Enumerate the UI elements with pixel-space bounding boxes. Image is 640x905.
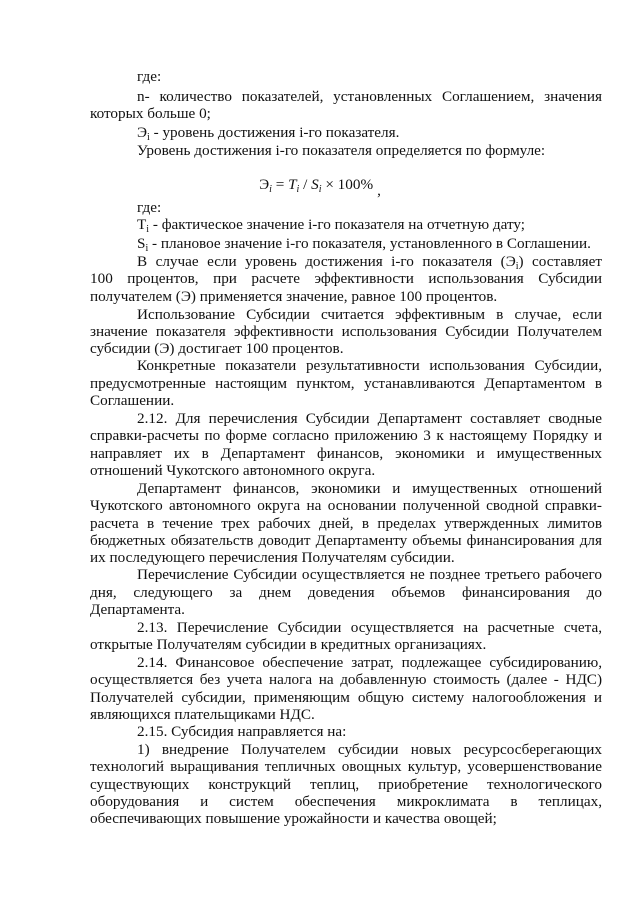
text-line: Уровень достижения i-го показателя определяется по формуле: [137, 142, 546, 159]
text-line: бюджетных обязательств доводит Департаменту объемы финансирования для [90, 532, 602, 549]
text-line: Конкретные показатели результативности использования Субсидии, [137, 357, 602, 374]
text-line: Соглашении. [90, 392, 175, 409]
text-line: $S_i$ - плановое значение i-го показателя, установленного в Соглашении. [137, 235, 591, 254]
text-line: их последующего перечисления Получателям субсидии. [90, 549, 455, 566]
text-line: являющихся плательщиками НДС. [90, 706, 315, 723]
text-line: расчета в течение трех рабочих дней, в пределах утвержденных лимитов [90, 515, 602, 532]
text-line: где: [137, 68, 162, 85]
text-line: Департамента. [90, 601, 185, 618]
text-line: 2.12. Для перечисления Субсидии Департамент составляет сводные [137, 410, 602, 427]
text-line: дня, следующего за днем доведения объемов финансирования до [90, 584, 602, 601]
text-line: Чукотского автономного округа на основании полученной сводной справки- [90, 497, 602, 514]
text-line: Департамент финансов, экономики и имущественных отношений [137, 480, 602, 497]
text-line: 1) внедрение Получателем субсидии новых ресурсосберегающих [137, 741, 602, 758]
text-line: $T_i$ - фактическое значение i-го показателя на отчетную дату; [137, 216, 526, 235]
text-line: существующих конструкций теплиц, приобретение технологического [90, 776, 602, 793]
text-line: справки-расчеты по форме согласно приложению 3 к настоящему Порядку и [90, 427, 602, 444]
text-line: 2.13. Перечисление Субсидии осуществляется на расчетные счета, [137, 619, 602, 636]
text-line: предусмотренные настоящим пунктом, устанавливаются Департаментом в [90, 375, 602, 392]
text-line: Получателей субсидии, применяющим общую систему налогообложения и [90, 689, 602, 706]
text-line: направляет их в Департамент финансов, экономики и имущественных [90, 445, 602, 462]
text-line: где: [137, 199, 162, 216]
formula: $Э_i = T_i / S_i \times 100\%$ , [259, 176, 381, 199]
text-line: В случае если уровень достижения i-го показателя $(Э_i)$ составляет [137, 253, 602, 270]
text-line: которых больше 0; [90, 105, 211, 122]
text-line: 2.15. Субсидия направляется на: [137, 723, 347, 740]
text-line: получателем (Э) применяется значение, равное 100 процентов. [90, 288, 498, 305]
text-line: открытые Получателям субсидии в кредитных организациях. [90, 636, 487, 653]
text-line: субсидии (Э) достигает 100 процентов. [90, 340, 344, 357]
text-line: значение показателя эффективности использования Субсидии Получателем [90, 323, 602, 340]
text-line: отношений Чукотского автономного округа. [90, 462, 376, 479]
text-line: Перечисление Субсидии осуществляется не позднее третьего рабочего [137, 566, 602, 583]
text-line: Использование Субсидии считается эффективным в случае, если [137, 306, 602, 323]
text-line: оборудования и систем обеспечения микроклимата в теплицах, [90, 793, 602, 810]
text-line: технологий выращивания тепличных овощных культур, усовершенствование [90, 758, 602, 775]
text-line: обеспечивающих повышение урожайности и качества овощей; [90, 810, 497, 827]
text-line: 100 процентов, при расчете эффективности использования Субсидии [90, 270, 602, 287]
text-line: 2.14. Финансовое обеспечение затрат, подлежащее субсидированию, [137, 654, 602, 671]
text-line: осуществляется без учета налога на добавленную стоимость (далее - НДС) [90, 671, 602, 688]
text-line: $Э_i$ - уровень достижения i-го показателя. [137, 124, 400, 143]
text-line: n- количество показателей, установленных Соглашением, значения [137, 88, 602, 105]
